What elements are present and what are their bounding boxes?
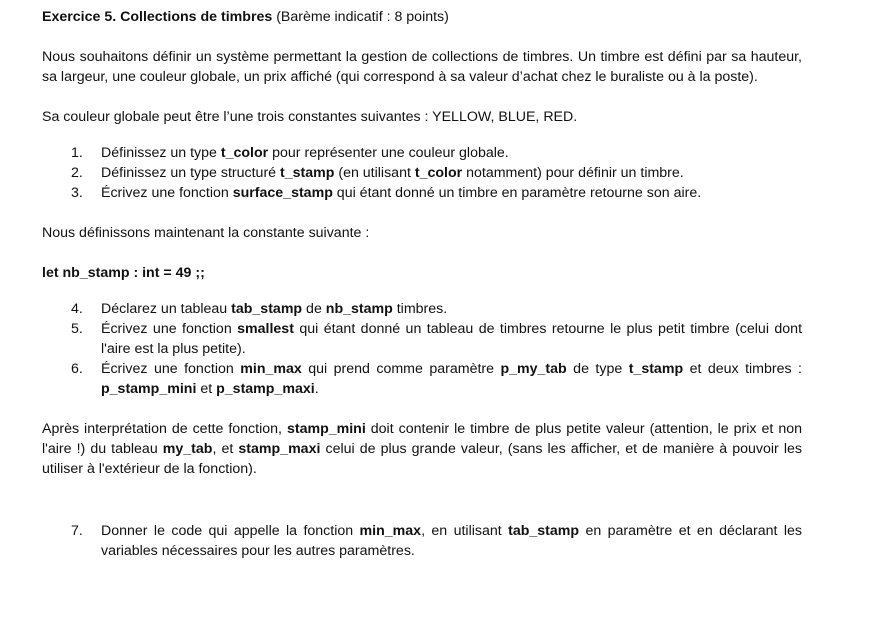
exercise-title-bold: Exercice 5. Collections de timbres <box>42 9 273 25</box>
question-text: qui étant donné un timbre en paramètre retourne son aire. <box>332 185 702 201</box>
code-constant: let nb_stamp : int = 49 ;; <box>42 265 205 281</box>
intro-paragraph: Nous souhaitons définir un système permettant la gestion de collections de timbres. Un timbre est défini par sa hauteur, sa largeur, une couleur globale, un prix affiché (qui correspond à sa valeur d’achat chez le buraliste ou à la poste). <box>42 49 802 85</box>
paragraph-text: doit contenir le timbre de plus petite valeur (attention, le prix et non l'aire !) du tableau <box>42 421 802 457</box>
code-term: t_color <box>414 165 463 181</box>
question-number: 2. <box>71 165 83 181</box>
question-text: de type <box>566 361 629 377</box>
question-number: 1. <box>71 145 83 161</box>
exercise-title-points: (Barème indicatif : 8 points) <box>272 9 449 25</box>
question-list-b <box>42 299 802 399</box>
question-text: en paramètre et en déclarant les variables nécessaires pour les autres paramètres. <box>101 523 802 559</box>
question-item <box>42 163 802 183</box>
question-text: et deux timbres : <box>683 361 802 377</box>
code-term: t_stamp <box>628 361 684 377</box>
code-term: min_max <box>359 523 422 539</box>
question-text: Écrivez une fonction <box>101 361 241 377</box>
question-text: de <box>302 301 326 317</box>
question-text: Déclarez un tableau <box>101 301 232 317</box>
question-item <box>42 143 802 163</box>
question-text: et <box>196 381 217 397</box>
code-term: p_my_tab <box>500 361 567 377</box>
question-text: , en utilisant <box>421 523 509 539</box>
question-list-a <box>42 143 802 203</box>
exercise-title <box>42 7 802 27</box>
after-paragraph <box>42 419 802 479</box>
paragraph-text: , et <box>212 441 239 457</box>
code-term: surface_stamp <box>232 185 333 201</box>
question-text: Écrivez une fonction <box>101 185 233 201</box>
question-text: qui prend comme paramètre <box>301 361 501 377</box>
question-item <box>42 299 802 319</box>
question-number: 7. <box>71 523 83 539</box>
exercise-document <box>42 6 802 561</box>
question-text: Écrivez une fonction <box>101 321 238 337</box>
question-text: Donner le code qui appelle la fonction <box>101 523 360 539</box>
question-text: qui étant donné un tableau de timbres retourne le plus petit timbre (celui dont l'aire est la plus petite). <box>101 321 803 357</box>
code-term: min_max <box>240 361 302 377</box>
code-term: t_stamp <box>280 165 335 181</box>
code-term: my_tab <box>162 441 213 457</box>
paragraph-text: celui de plus grande valeur, (sans les afficher, et de manière à pouvoir les utiliser à l'extérieur de la fonction). <box>42 441 802 477</box>
question-number: 3. <box>71 185 83 201</box>
question-item <box>42 521 802 561</box>
question-text: timbres. <box>392 301 448 317</box>
question-item <box>42 359 802 399</box>
code-term: nb_stamp <box>325 301 393 317</box>
question-text: notamment) pour définir un timbre. <box>462 165 684 181</box>
code-term: tab_stamp <box>231 301 303 317</box>
question-number: 4. <box>71 301 83 317</box>
question-text: (en utilisant <box>334 165 415 181</box>
code-term: stamp_mini <box>286 421 366 437</box>
question-item <box>42 319 802 359</box>
constant-intro: Nous définissons maintenant la constante suivante : <box>42 225 370 241</box>
question-item <box>42 183 802 203</box>
question-list-c <box>42 521 802 561</box>
paragraph-text: Après interprétation de cette fonction, <box>42 421 287 437</box>
color-paragraph: Sa couleur globale peut être l’une trois constantes suivantes : YELLOW, BLUE, RED. <box>42 109 578 125</box>
code-term: tab_stamp <box>508 523 580 539</box>
question-text: Définissez un type <box>101 145 221 161</box>
question-number: 5. <box>71 321 83 337</box>
question-text: Définissez un type structuré <box>101 165 280 181</box>
code-term: p_stamp_mini <box>101 381 197 397</box>
question-text: . <box>314 381 319 397</box>
question-number: 6. <box>71 361 83 377</box>
code-term: stamp_maxi <box>238 441 321 457</box>
code-line <box>42 263 802 283</box>
code-term: p_stamp_maxi <box>216 381 315 397</box>
code-term: t_color <box>220 145 269 161</box>
question-text: pour représenter une couleur globale. <box>268 145 509 161</box>
code-term: smallest <box>237 321 294 337</box>
